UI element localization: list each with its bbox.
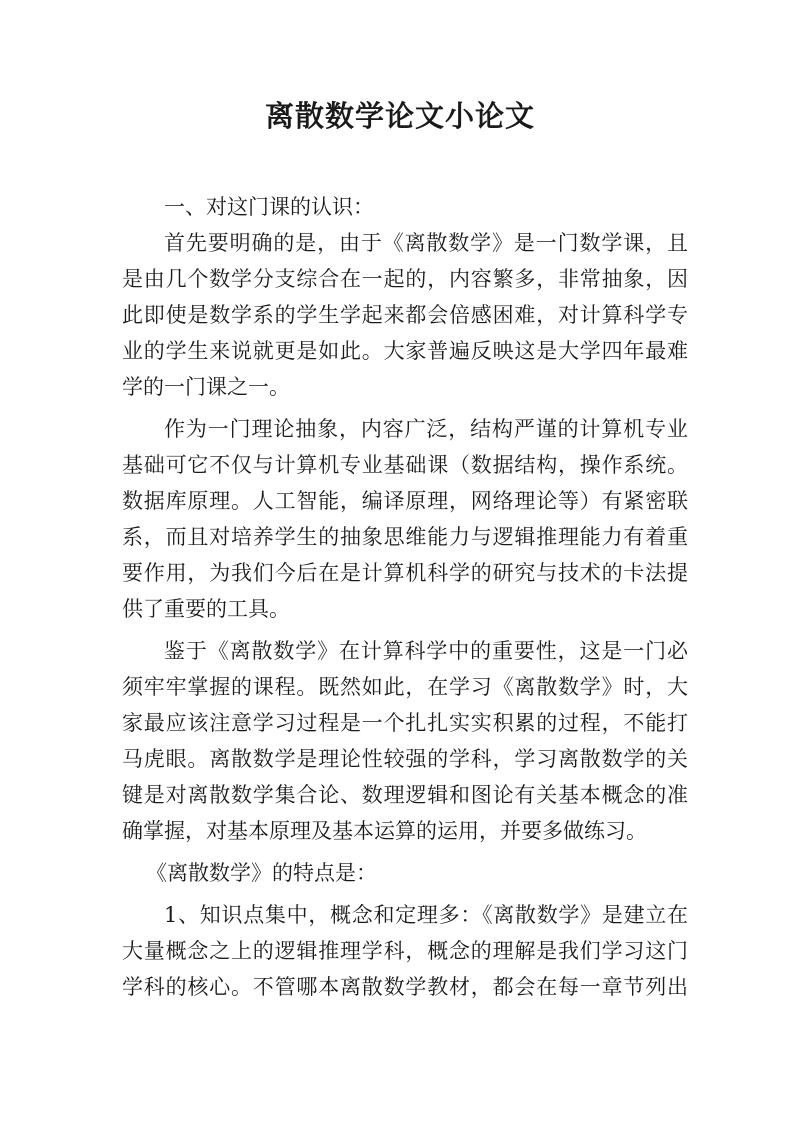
paragraph-line: 首先要明确的是，由于《离散数学》是一门数学课，且 bbox=[164, 231, 688, 255]
paragraph-line: 确掌握，对基本原理及基本运算的运用，并要多做练习。 bbox=[122, 819, 647, 843]
paragraph-line: 供了重要的工具。 bbox=[122, 597, 290, 621]
paragraph-line: 业的学生来说就更是如此。大家普遍反映这是大学四年最难 bbox=[122, 339, 688, 363]
paragraph-line: 是由几个数学分支综合在一起的，内容繁多，非常抽象，因 bbox=[122, 267, 688, 291]
paragraph-line: 键是对离散数学集合论、数理逻辑和图论有关基本概念的准 bbox=[122, 783, 688, 807]
paragraph-line: 数据库原理。人工智能，编译原理，网络理论等）有紧密联 bbox=[122, 489, 688, 513]
paragraph-line: 马虎眼。离散数学是理论性较强的学科，学习离散数学的关 bbox=[122, 747, 688, 771]
paragraph-line: 此即使是数学系的学生学起来都会倍感困难，对计算科学专 bbox=[122, 303, 688, 327]
section-heading: 《离散数学》的特点是： bbox=[146, 861, 377, 885]
paragraph-line: 1、知识点集中，概念和定理多：《离散数学》是建立在 bbox=[164, 903, 688, 927]
paragraph-line: 系，而且对培养学生的抽象思维能力与逻辑推理能力有着重 bbox=[122, 525, 688, 549]
paragraph-line: 须牢牢掌握的课程。既然如此，在学习《离散数学》时，大 bbox=[122, 675, 688, 699]
paragraph-line: 学科的核心。不管哪本离散数学教材，都会在每一章节列出 bbox=[122, 975, 688, 999]
paragraph-line: 要作用，为我们今后在是计算机科学的研究与技术的卡法提 bbox=[122, 561, 688, 585]
paragraph-line: 基础可它不仅与计算机专业基础课（数据结构，操作系统。 bbox=[122, 453, 688, 477]
paragraph-line: 鉴于《离散数学》在计算科学中的重要性，这是一门必 bbox=[164, 639, 688, 663]
paragraph-line: 家最应该注意学习过程是一个扎扎实实积累的过程，不能打 bbox=[122, 711, 688, 735]
document-title: 离散数学论文小论文 bbox=[264, 99, 535, 133]
paragraph-line: 大量概念之上的逻辑推理学科，概念的理解是我们学习这门 bbox=[122, 939, 688, 963]
section-heading: 一、对这门课的认识： bbox=[164, 195, 374, 219]
paragraph-line: 作为一门理论抽象，内容广泛，结构严谨的计算机专业 bbox=[164, 417, 688, 441]
paragraph-line: 学的一门课之一。 bbox=[122, 375, 290, 399]
